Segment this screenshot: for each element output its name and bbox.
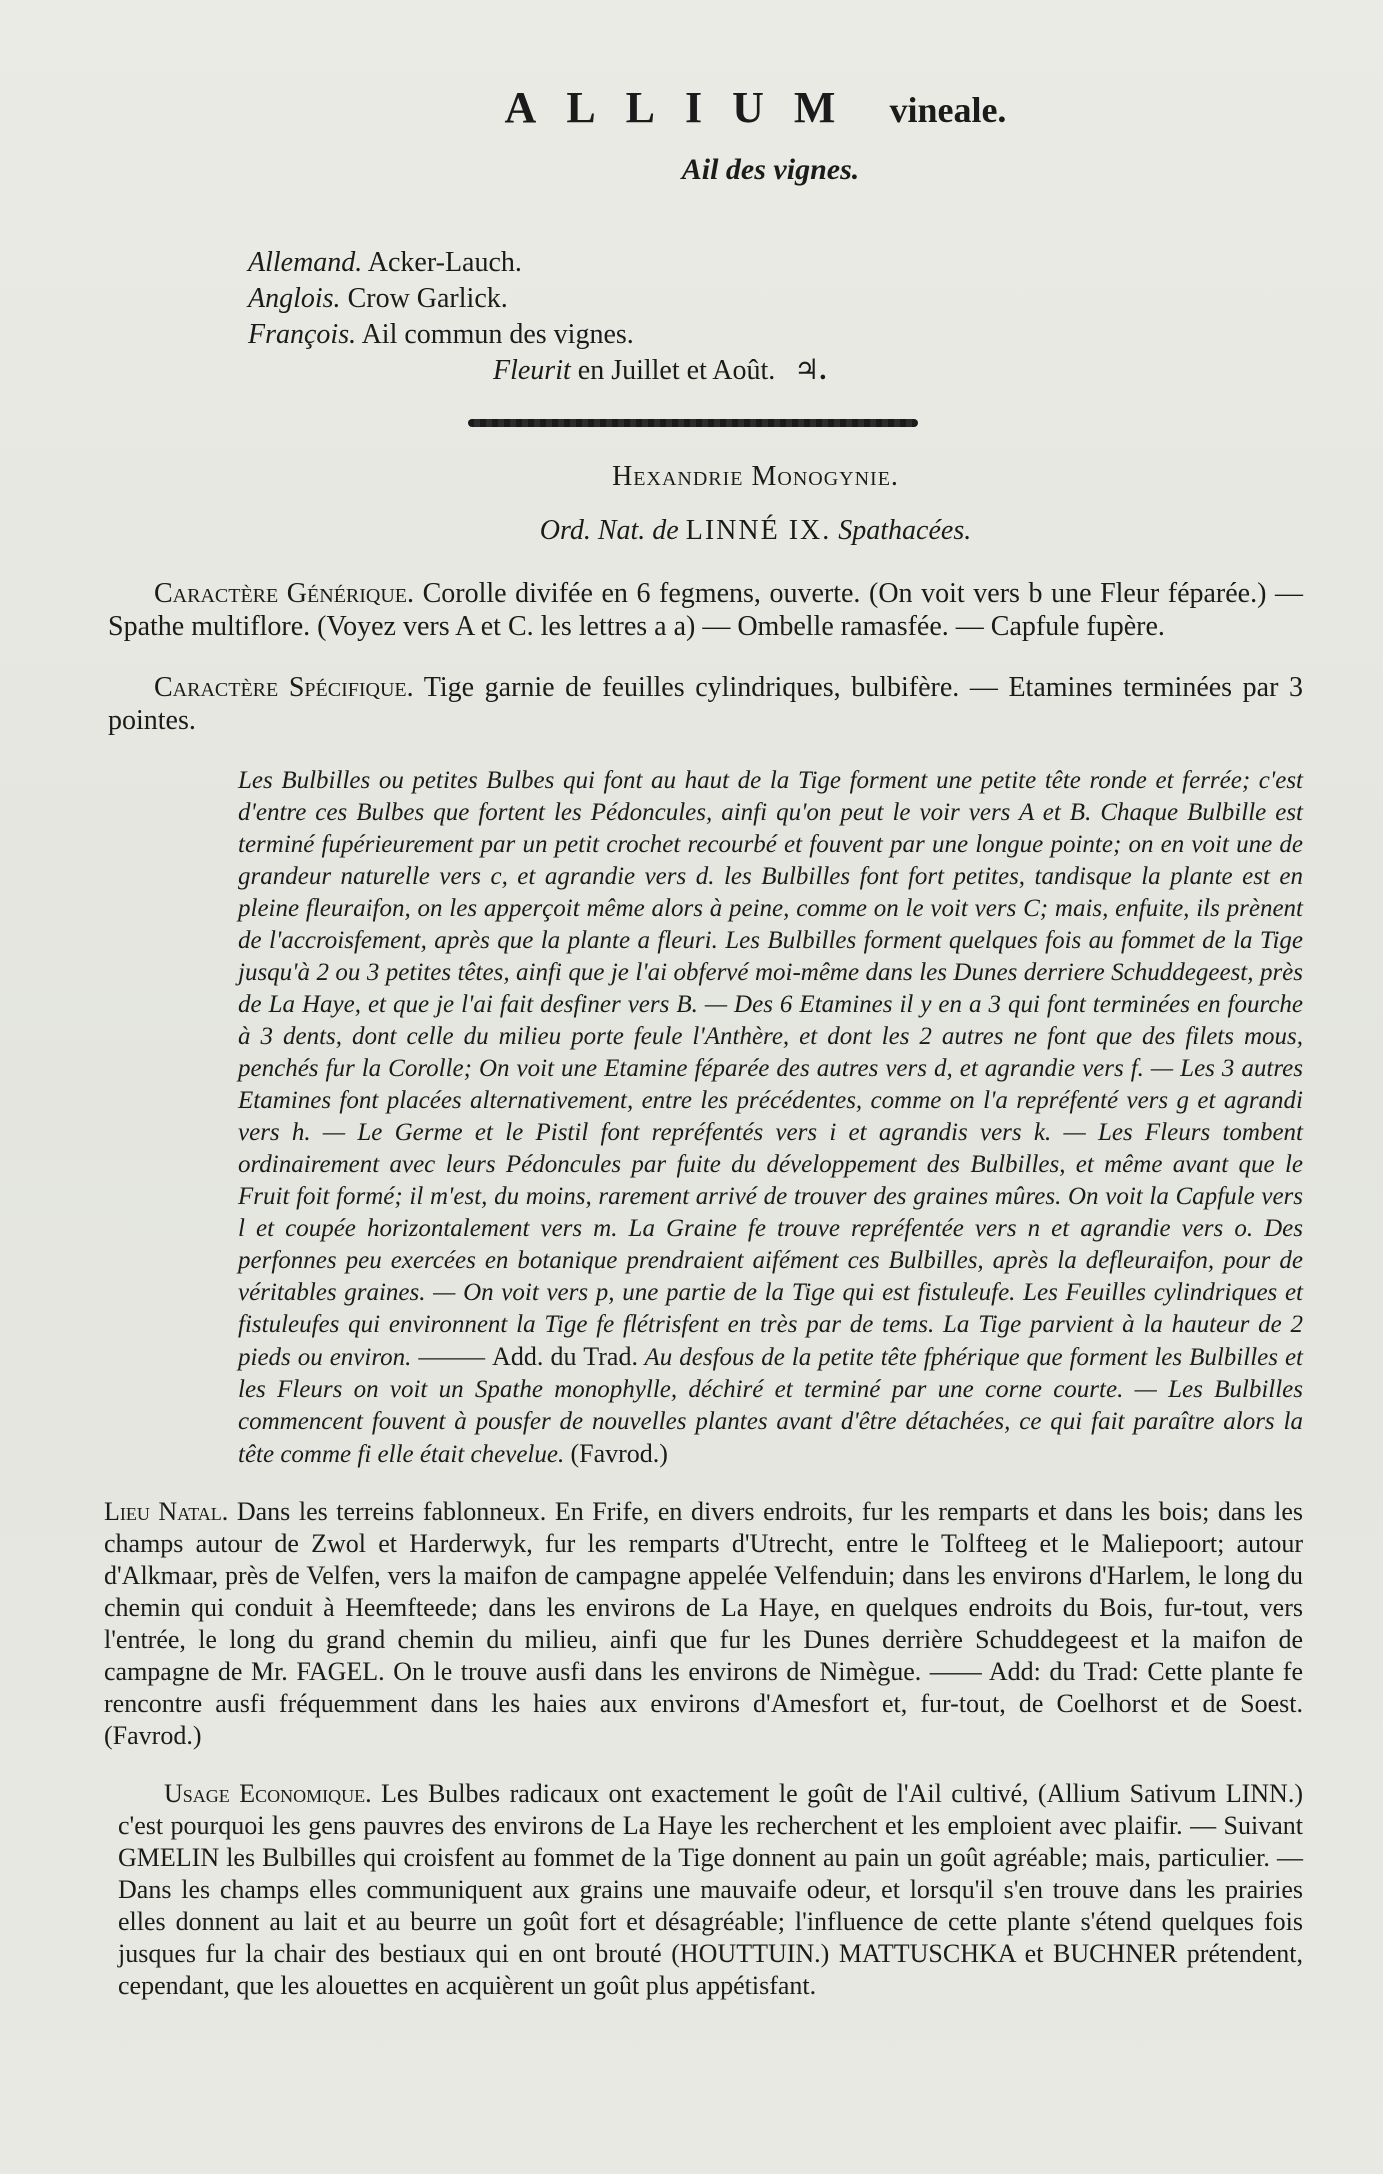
- economic-usage: [118, 1778, 1303, 2002]
- species-title: vineale.: [889, 90, 1007, 130]
- generic-character: [108, 577, 1303, 643]
- vernacular-names: [248, 245, 1303, 389]
- usage-text: Les Bulbes radicaux ont exactement le goût de l'Ail cultivé, (Allium Sativum LINN.) c'est pourquoi les gens pauvres des environs de La Haye les recherchent et les emploient avec plaifir. — Suivant GMELIN les Bulbilles qui croisfent au fommet de la Tige donnent au pain un goût agréable; mais, particulier. — Dans les champs elles communiquent aux grains une mauvaife odeur, et lorsqu'il s'en trouve dans les prairies elles donnent au lait et au beurre un goût fort et désagréable; l'influence de cette plante s'étend quelques fois jusques fur la chair des bestiaux qui en ont brouté (HOUTTUIN.) MATTUSCHKA et BUCHNER prétendent, cependant, que les alouettes en acquièrent un goût plus appétisfant.: [118, 1779, 1303, 2000]
- perennial-symbol: ♃.: [794, 355, 827, 386]
- name-row: [248, 317, 1303, 353]
- favrod-credit: (Favrod.): [570, 1439, 668, 1468]
- specific-text: Tige garnie de feuilles cylindriques, bulbifère. — Etamines terminées par 3 pointes.: [108, 672, 1304, 736]
- generic-text: Corolle divifée en 6 fegmens, ouverte. (On voit vers b une Fleur féparée.) — Spathe multiflore. (Voyez vers A et C. les lettres a a) — Ombelle ramasfée. — Capfule fupère.: [108, 578, 1304, 642]
- common-name: Ail des vignes.: [681, 153, 860, 186]
- lieu-text: Dans les terreins fablonneux. En Frife, en divers endroits, fur les remparts et dans les bois; dans les champs autour de Zwol et Harderwyk, fur les remparts d'Utrecht, entre le Tolfteeg et le Maliepoort; autour d'Alkmaar, près de Velfen, vers la maifon de campagne appelée Velfenduin; dans les environs d'Harlem, le long du chemin qui conduit à Heemfteede; dans les environs de La Haye, en quelques endroits du Bois, fur-tout, vers l'entrée, le long du grand chemin du milieu, ainfi que fur les Dunes derrière Schuddegeest et la maifon de campagne de Mr. FAGEL. On le trouve ausfi dans les environs de Nimègue. —— Add: du Trad: Cette plante fe rencontre ausfi fréquemment dans les haies aux environs d'Amesfort et, fur-tout, de Coelhorst et de Soest. (Favrod.): [104, 1497, 1304, 1750]
- name-value: Acker-Lauch.: [367, 247, 522, 278]
- order-prefix: Ord. Nat. de: [539, 515, 679, 546]
- ornamental-rule: [468, 419, 918, 427]
- description-text-2: Au desfous de la petite tête fphérique que forment les Bulbilles et les Fleurs on voit un Spathe monophylle, déchiré et terminé par une corne courte. — Les Bulbilles commencent fouvent à pousfer de nouvelles plantes avant d'être détachées, ce qui fait paraître alors la tête comme fi elle était chevelue.: [238, 1344, 1303, 1468]
- classification: Hexandrie Monogynie.: [612, 461, 899, 492]
- description: [238, 765, 1303, 1471]
- name-row: [248, 281, 1303, 317]
- specific-head: Caractère Spécifique.: [154, 672, 414, 703]
- name-lang: Allemand.: [248, 247, 363, 278]
- translator-addition: Add. du Trad.: [492, 1342, 638, 1371]
- genus-title: ALLIUM: [504, 83, 866, 132]
- name-value: Ail commun des vignes.: [361, 319, 634, 350]
- order-suffix: Spathacées.: [838, 515, 972, 546]
- name-row: [248, 245, 1303, 281]
- order-linne: LINNÉ IX.: [685, 515, 832, 546]
- flowering-label: Fleurit: [493, 355, 571, 386]
- generic-head: Caractère Générique.: [154, 578, 415, 609]
- name-lang: Anglois.: [248, 283, 341, 314]
- title-block: [208, 70, 1303, 133]
- flowering-text: en Juillet et Août.: [577, 355, 776, 386]
- specific-character: [108, 671, 1303, 737]
- description-text: Les Bulbilles ou petites Bulbes qui font au haut de la Tige forment une petite tête ronde et ferrée; c'est d'entre ces Bulbes que fortent les Pédoncules, ainfi qu'on peut le voir vers A et B. Chaque Bulbille est terminé fupérieurement par un petit crochet recourbé et fouvent par une longue pointe; on en voit une de grandeur naturelle vers c, et agrandie vers d. les Bulbilles font fort petites, tandisque la plante est en pleine fleuraifon, on les apperçoit même alors à peine, comme on le voit vers C; mais, enfuite, ils prènent de l'accroisfement, après que la plante a fleuri. Les Bulbilles forment quelques fois au fommet de la Tige jusqu'à 2 ou 3 petites têtes, ainfi que je l'ai obfervé moi-même dans les Dunes derriere Schuddegeest, près de La Haye, et que je l'ai fait desfiner vers B. — Des 6 Etamines il y en a 3 qui font terminées en fourche à 3 dents, dont celle du milieu porte feule l'Anthère, et dont les 2 autres ne font que des filets mous, penchés fur la Corolle; On voit une Etamine féparée des autres vers d, et agrandie vers f. — Les 3 autres Etamines font placées alternativement, entre les précédentes, comme on l'a repréfenté vers g et agrandi vers h. — Le Germe et le Pistil font repréfentés vers i et agrandis vers k. — Les Fleurs tombent ordinairement avec leurs Pédoncules par fuite du développement des Bulbilles, et même avant que le Fruit foit formé; il m'est, du moins, rarement arrivé de trouver des graines mûres. On voit la Capfule vers l et coupée horizontalement vers m. La Graine fe trouve repréfentée vers n et agrandie vers o. Des perfonnes peu exercées en botanique prendraient aifément ces Bulbilles, après la defleuraifon, pour de véritables graines. — On voit vers p, une partie de la Tige qui est fistuleufe. Les Feuilles cylindriques et fistuleufes qui environnent la Tige fe flétrisfent en très par de tems. La Tige parvient à la hauteur de 2 pieds ou environ. ———: [238, 767, 1303, 1371]
- natural-order: [208, 515, 1303, 547]
- name-value: Crow Garlick.: [347, 283, 508, 314]
- native-place: [104, 1496, 1303, 1752]
- usage-head: Usage Economique.: [164, 1779, 372, 1808]
- lieu-head: Lieu Natal.: [104, 1497, 229, 1526]
- flowering-row: [493, 353, 1303, 389]
- name-lang: François.: [248, 319, 357, 350]
